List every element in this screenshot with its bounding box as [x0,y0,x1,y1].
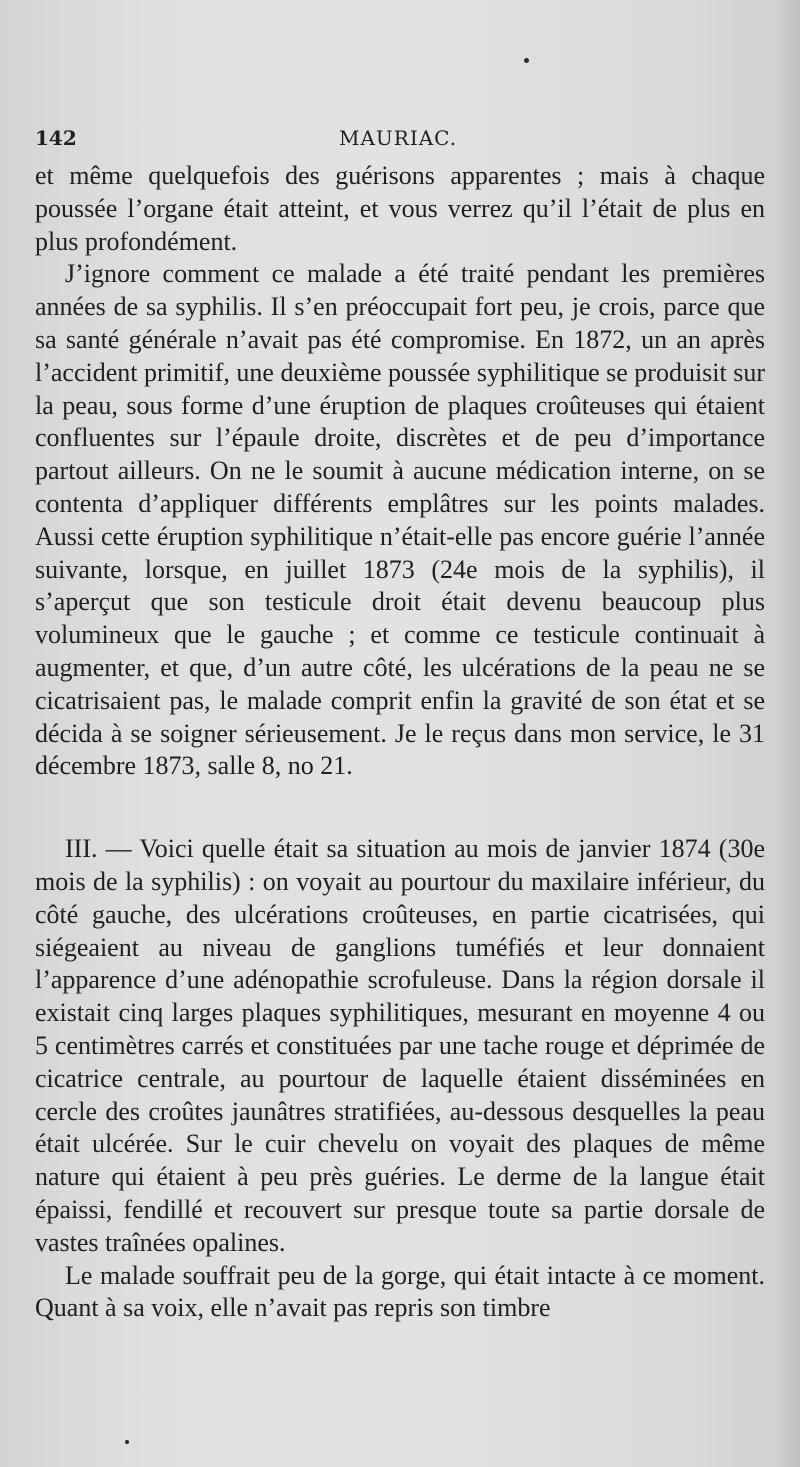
running-head: MAURIAC. [339,126,458,150]
page-header [35,126,765,158]
section-gap [35,783,765,833]
paragraph-throat: Le malade souffrait peu de la gorge, qui était intacte à ce moment. Quant à sa voix, elle n’avait pas repris son timbre [35,1260,765,1323]
page-edge-shadow [776,0,800,1467]
print-speck [125,1440,129,1444]
body-text [35,160,765,1325]
paragraph-section-iii: III. — Voici quelle était sa situation au mois de janvier 1874 (30e mois de la syphilis) : on voyait au pourtour du maxilaire inférieur, du côté gauche, des ulcérations croûteuses, en partie cicatrisées, qui siégeaient au niveau de ganglions tuméfiés et leur donnaient l’apparence d’une adénopathie scrofuleuse. Dans la région dorsale il existait cinq larges plaques syphilitiques, mesurant en moyenne 4 ou 5 centimètres carrés et constituées par une tache rouge et déprimée de cicatrice centrale, au pourtour de laquelle étaient disséminées en cercle des croûtes jaunâtres stratifiées, au-dessous desquelles la peau était ulcérée. Sur le cuir chevelu on voyait des plaques de même nature qui étaient à peu près guéries. Le derme de la langue était épaissi, fendillé et recouvert sur presque toute sa partie dorsale de vastes traînées opalines. [35,834,765,1257]
paragraph-continuation: et même quelquefois des guérisons apparentes ; mais à chaque poussée l’organe était atteint, et vous verrez qu’il l’était de plus en plus profondément. [35,161,765,256]
paragraph-history: J’ignore comment ce malade a été traité pendant les premières années de sa syphilis. Il s’en préoccupait fort peu, je crois, parce que sa santé générale n’avait pas été compromise. En 1872, un an après l’accident primitif, une deuxième poussée syphilitique se produisit sur la peau, sous forme d’une éruption de plaques croûteuses qui étaient confluentes sur l’épaule droite, discrètes et de peu d’importance partout ailleurs. On ne le soumit à aucune médication interne, on se contenta d’appliquer différents emplâtres sur les points malades. Aussi cette éruption syphilitique n’était-elle pas encore guérie l’année suivante, lorsque, en juillet 1873 (24e mois de la syphilis), il s’aperçut que son testicule droit était devenu beaucoup plus volumineux que le gauche ; et comme ce testicule continuait à augmenter, et que, d’un autre côté, les ulcérations de la peau ne se cicatrisaient pas, le malade comprit enfin la gravité de son état et se décida à se soigner sérieusement. Je le reçus dans mon service, le 31 décembre 1873, salle 8, no 21. [35,259,766,781]
page-number: 142 [35,126,77,150]
print-speck [524,58,529,63]
